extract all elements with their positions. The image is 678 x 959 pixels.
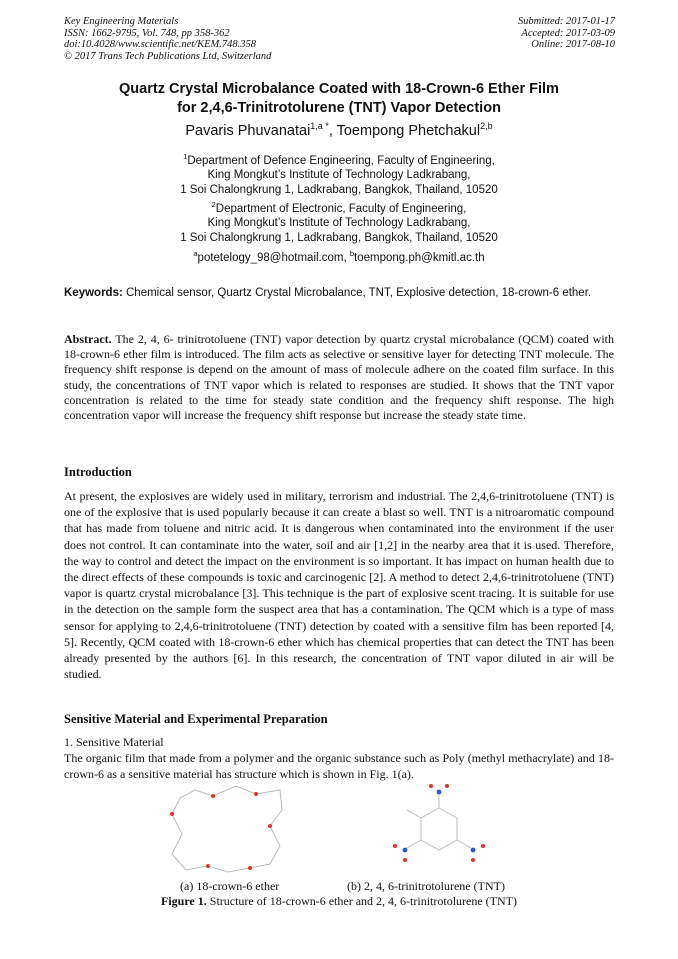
email-b: toempong.ph@kmitl.ac.th (354, 251, 485, 264)
paper-title (40, 80, 638, 118)
submitted-date: Submitted: 2017-01-17 (517, 16, 615, 27)
author-separator: , (328, 122, 337, 139)
benzene-ring (421, 808, 457, 850)
author-1: Pavaris Phuvanatai (185, 122, 311, 139)
oxygen-atom (429, 784, 433, 788)
email-a: potetelogy_98@hotmail.com (197, 251, 344, 264)
keywords-label: Keywords: (64, 287, 123, 299)
email-a-sup: a (193, 249, 198, 258)
introduction-heading: Introduction (64, 465, 132, 479)
figure-caption (40, 894, 638, 909)
aff-2-line-1: Department of Electronic, Faculty of Engineering, (215, 202, 467, 215)
oxygen-atom (211, 794, 215, 798)
nitrogen-atom (471, 848, 476, 853)
figure-caption-b: (b) 2, 4, 6-trinitrotolurene (TNT) (347, 879, 505, 893)
abstract (64, 332, 614, 423)
introduction-text: At present, the explosives are widely used in military, terrorism and industrial. The 2,4,6-trinitrotoluene (TNT) is one of the explosive that is used popularly because it can create a blast so well. TNT is a nitroaromatic compound that has made from toluene and nitric acid. It is dangerous when contaminated into the environment if the user does not control. It can contaminate into the water, soil and air [1,2] in the nearby area that it is used. Therefore, the way to control and detect the impact on the environment is so important. It has impact on human health due to the direct effects of these compounds is toxic and carcinogenic [2]. A method to detect 2,4,6-trinitrotoluene (TNT) vapor is quartz crystal microbalance [3]. This technique is the part of explosive scent tracing. It is suitable for use in the detection on the sample form the suspect area that has a contamination. The QCM which is a type of mass sensor for applying to 2,4,6-trinitrotoluene (TNT) detection by coated with a sensitive film has been reported [4, 5]. Recently, QCM coated with 18-crown-6 ether which has chemical properties that can detect the TNT has been already presented by the authors [6]. In this research, the concentration of TNT vapor diluted in air will be studied. (64, 489, 614, 682)
aff-1-sup: 1 (183, 152, 188, 161)
nitro-bond (407, 840, 421, 848)
oxygen-atom (445, 784, 449, 788)
title-line-2: for 2,4,6-Trinitrotolurene (TNT) Vapor Detection (177, 100, 501, 116)
abstract-label: Abstract. (64, 332, 112, 346)
email-b-sup: b (349, 249, 355, 258)
nitrogen-atom (437, 790, 442, 795)
tnt-structure (361, 782, 517, 878)
nitrogen-atom (403, 848, 408, 853)
methyl-bond (407, 810, 421, 818)
oxygen-atom (248, 866, 252, 870)
issn-line: ISSN: 1662-9795, Vol. 748, pp 358-362 (64, 27, 230, 39)
aff-2-line-3: 1 Soi Chalongkrung 1, Ladkrabang, Bangkok, Thailand, 10520 (180, 231, 498, 244)
sensitive-material-subheading: 1. Sensitive Material (64, 735, 164, 749)
copyright-line: © 2017 Trans Tech Publications Ltd, Switzerland (64, 50, 272, 62)
sensitive-material-text: The organic film that made from a polymer and the organic substance such as Poly (methyl methacrylate) and 18-crown-6 as a sensitive material has structure which is shown in Fig. 1(a). (64, 751, 614, 782)
author-2-sup: 2,b (480, 121, 493, 131)
oxygen-atom (268, 824, 272, 828)
aff-2-line-2: King Mongkut’s Institute of Technology Ladkrabang, (207, 217, 471, 230)
author-2: Toempong Phetchakul (336, 122, 481, 139)
oxygen-atom (471, 858, 475, 862)
nitro-bond (457, 840, 471, 848)
aff-1-line-2: King Mongkut’s Institute of Technology Ladkrabang, (207, 169, 471, 182)
publication-dates (518, 16, 615, 51)
title-line-1: Quartz Crystal Microbalance Coated with 18-Crown-6 Ether Film (119, 81, 559, 97)
affiliation-2 (40, 198, 638, 245)
nitro-group (429, 784, 449, 794)
keywords (64, 286, 614, 300)
oxygen-atom (206, 864, 210, 868)
author-list (40, 121, 638, 139)
nitro-group (471, 844, 485, 862)
sensitive-material-heading: Sensitive Material and Experimental Preparation (64, 712, 328, 726)
figure-caption-a: (a) 18-crown-6 ether (180, 879, 280, 893)
keywords-text: Chemical sensor, Quartz Crystal Microbalance, TNT, Explosive detection, 18-crown-6 ether. (126, 287, 592, 299)
aff-1-line-1: Department of Defence Engineering, Faculty of Engineering, (187, 154, 495, 167)
accepted-date: Accepted: 2017-03-09 (521, 27, 615, 39)
aff-2-sup: 2 (211, 200, 216, 209)
crown-ether-ring (172, 786, 282, 872)
oxygen-atom (481, 844, 485, 848)
figure-caption-text: Structure of 18-crown-6 ether and 2, 4, 6-trinitrotolurene (TNT) (209, 894, 517, 908)
author-emails (40, 249, 638, 264)
oxygen-atom (254, 792, 258, 796)
figure-label: Figure 1. (160, 894, 207, 908)
oxygen-atom (403, 858, 407, 862)
doi-line: doi:10.4028/www.scientific.net/KEM.748.358 (64, 39, 256, 50)
crown-ether-structure (158, 782, 308, 878)
email-separator: , (343, 251, 350, 264)
aff-1-line-3: 1 Soi Chalongkrung 1, Ladkrabang, Bangkok, Thailand, 10520 (180, 183, 498, 196)
abstract-text: The 2, 4, 6- trinitrotoluene (TNT) vapor detection by quartz crystal microbalance (QCM) coated with 18-crown-6 ether film is introduced. The film acts as selective or sensitive layer for detecting TNT molecule. The frequency shift response is depend on the amount of mass of molecule adhere on the coated film surface. In this study, the concentrations of TNT vapor which is related to responses are studied. It shows that the TNT vapor concentration is related to the time for steady state condition and the frequency shift response. The high concentration vapor will increase the frequency shift response but increase the steady state time. (64, 332, 614, 423)
nitro-group (393, 844, 407, 862)
online-date: Online: 2017-08-10 (531, 39, 615, 50)
oxygen-atom (393, 844, 397, 848)
journal-info (64, 16, 271, 62)
journal-name: Key Engineering Materials (64, 16, 179, 27)
oxygen-atom (170, 812, 174, 816)
affiliation-1 (40, 150, 638, 197)
oxygen-atoms (170, 792, 272, 870)
author-1-sup: 1,a * (310, 121, 329, 131)
